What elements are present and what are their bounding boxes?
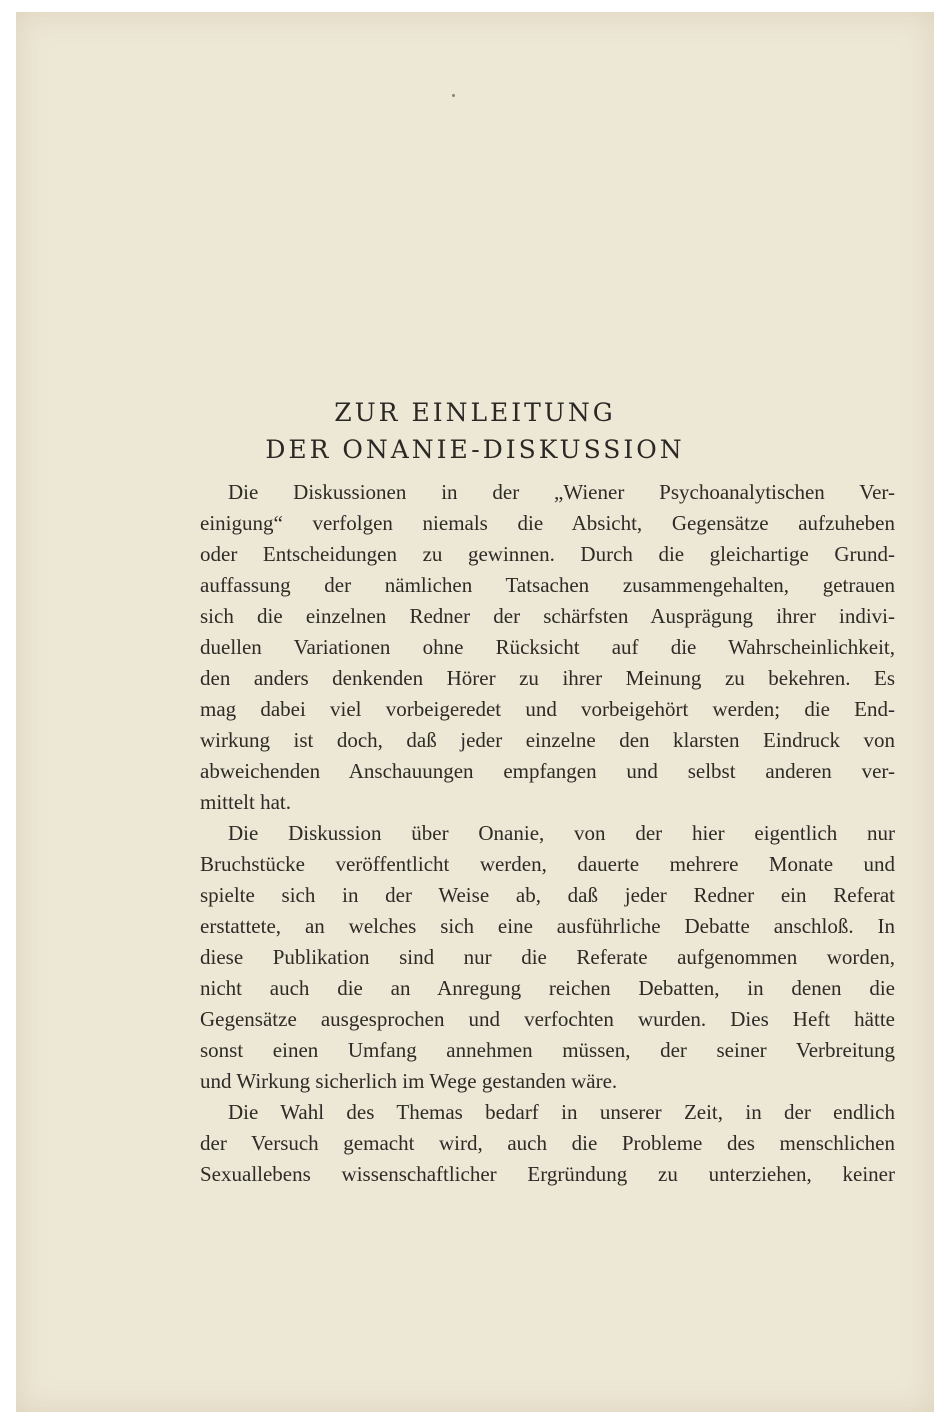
text-line: Die Diskussionen in der „Wiener Psychoanalytischen Ver- [228, 480, 895, 504]
text-line: mag dabei viel vorbeigeredet und vorbeigehört werden; die End- [200, 697, 895, 721]
text-line: oder Entscheidungen zu gewinnen. Durch die gleichartige Grund- [200, 542, 895, 566]
text-line: Die Wahl des Themas bedarf in unserer Zeit, in der endlich [228, 1100, 895, 1124]
text-line: diese Publikation sind nur die Referate aufgenommen worden, [200, 945, 895, 969]
text-line: und Wirkung sicherlich im Wege gestanden wäre. [200, 1069, 618, 1093]
text-line: duellen Variationen ohne Rücksicht auf die Wahrscheinlichkeit, [200, 635, 895, 659]
book-page [16, 12, 934, 1412]
text-line: Die Diskussion über Onanie, von der hier eigentlich nur [228, 821, 895, 845]
text-line: Sexuallebens wissenschaftlicher Ergründung zu unterziehen, keiner [200, 1162, 895, 1186]
text-line: Gegensätze ausgesprochen und verfochten wurden. Dies Heft hätte [200, 1007, 895, 1031]
heading-line-2: DER ONANIE-DISKUSSION [265, 435, 685, 464]
text-line: sich die einzelnen Redner der schärfsten Ausprägung ihrer indivi- [200, 604, 895, 628]
text-line: den anders denkenden Hörer zu ihrer Meinung zu bekehren. Es [200, 666, 895, 690]
body-text [200, 477, 895, 1190]
paragraph-1 [200, 477, 895, 818]
text-line: wirkung ist doch, daß jeder einzelne den klarsten Eindruck von [200, 728, 895, 752]
text-line: mittelt hat. [200, 790, 291, 814]
paragraph-3 [200, 1097, 895, 1190]
ink-speck [452, 94, 455, 97]
text-line: der Versuch gemacht wird, auch die Probleme des menschlichen [200, 1131, 895, 1155]
text-line: erstattete, an welches sich eine ausführliche Debatte anschloß. In [200, 914, 895, 938]
heading-line-1: ZUR EINLEITUNG [334, 398, 616, 427]
text-line: Bruchstücke veröffentlicht werden, dauerte mehrere Monate und [200, 852, 895, 876]
text-line: sonst einen Umfang annehmen müssen, der seiner Verbreitung [200, 1038, 895, 1062]
text-line: auffassung der nämlichen Tatsachen zusammengehalten, getrauen [200, 573, 895, 597]
paragraph-2 [200, 818, 895, 1097]
text-line: einigung“ verfolgen niemals die Absicht, Gegensätze aufzuheben [200, 511, 895, 535]
text-line: nicht auch die an Anregung reichen Debatten, in denen die [200, 976, 895, 1000]
text-line: spielte sich in der Weise ab, daß jeder Redner ein Referat [200, 883, 895, 907]
text-line: abweichenden Anschauungen empfangen und selbst anderen ver- [200, 759, 895, 783]
